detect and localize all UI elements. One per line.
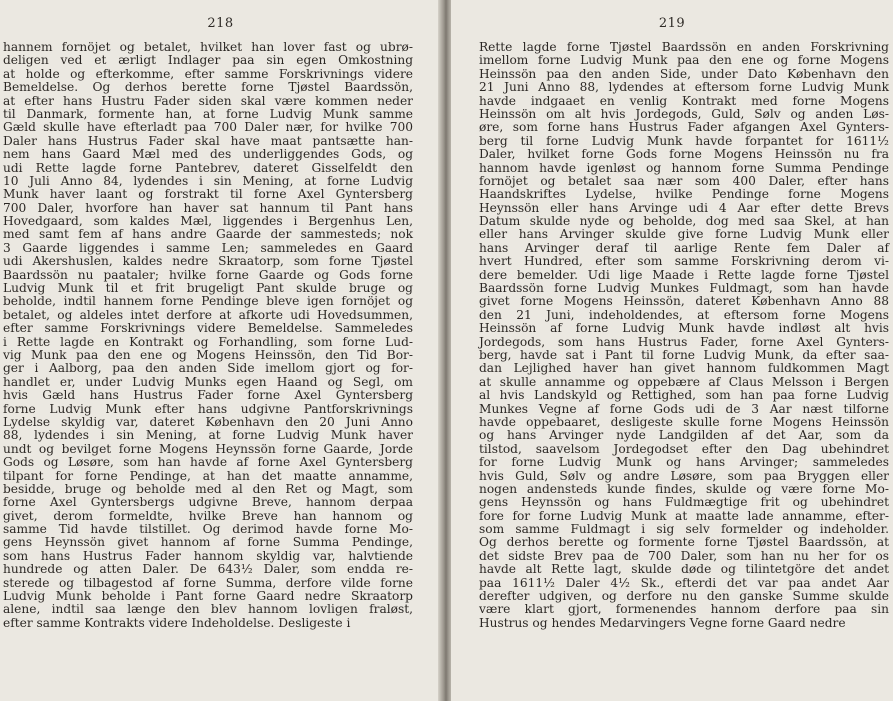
text-line: Jordegods, som hans Hustrus Fader, forne Axel Gynters- (479, 334, 889, 349)
text-line: som hans Hustrus Fader hannom skyldig var, halvtiende (3, 548, 413, 563)
text-line: betalet, og aldeles intet derfore at afkorte udi Hovedsummen, (3, 307, 413, 322)
text-line: havde indgaaet en venlig Kontrakt med forne Mogens (479, 93, 889, 108)
text-line: 3 Gaarde liggendes i samme Len; sammeledes en Gaard (3, 240, 413, 255)
text-line: fornöjet og betalet saa nær som 400 Daler, efter hans (479, 173, 889, 188)
text-line: hannom havde igenløst og hannom forne Summa Pendinge (479, 160, 889, 175)
text-line: Ludvig Munk til et frit brugeligt Pant skulde bruge og (3, 281, 413, 296)
text-line: berg til forne Ludvig Munk havde forpantet for 1611½ (479, 133, 889, 148)
text-line: Bemeldelse. Og derhos berette forne Tjøstel Baardssön, (3, 80, 413, 95)
text-line: gens Heynssön og hans Fuldmægtige frit og ubehindret (479, 495, 889, 510)
text-line: beholde, indtil hannem forne Pendinge bleve igen fornöjet og (3, 294, 413, 309)
text-line: Daler hans Hustrus Fader skal have maat pantsætte han- (3, 133, 413, 148)
text-line: efter samme Forskrivnings videre Bemeldelse. Sammeledes (3, 321, 413, 336)
text-line: forne Ludvig Munk efter hans udgivne Pantforskrivnings (3, 401, 413, 416)
text-line: havde alt Rette lagt, skulde døde og tilintetgöre det andet (479, 562, 889, 577)
page-body-text (3, 41, 413, 630)
text-line: Baardssön nu paataler; hvilke forne Gaarde og Gods forne (3, 267, 413, 282)
text-line: udi Akershuslen, kaldes nedre Skraatorp, som forne Tjøstel (3, 254, 413, 269)
text-line: i Rette lagde en Kontrakt og Forhandling, som forne Lud- (3, 334, 413, 349)
text-line: efter samme Kontrakts videre Indeholdelse. Desligeste i (3, 615, 351, 630)
text-line: Gæld skulle have efterladt paa 700 Daler nær, for hvilke 700 (3, 120, 413, 135)
text-line: samme Tid havde tilstillet. Og derimod havde forne Mo- (3, 522, 413, 537)
text-line: Hovedgaard, som kaldes Mæl, liggendes i Bergenhus Len, (3, 214, 413, 229)
text-line: 21 Juni Anno 88, lydendes at eftersom forne Ludvig Munk (479, 80, 889, 95)
text-line: deligen ved et ærligt Indlager paa sin egen Omkostning (3, 53, 413, 68)
text-line: sterede og tilbagestod af forne Summa, derfore vilde forne (3, 575, 413, 590)
text-line: til Danmark, formente han, at forne Ludvig Munk samme (3, 106, 413, 121)
text-line: besidde, bruge og beholde med al den Ret og Magt, som (3, 481, 413, 496)
text-line: Munk haver laant og forstrakt til forne Axel Gyntersberg (3, 187, 413, 202)
text-line: dere bemelder. Udi lige Maade i Rette lagde forne Tjøstel (479, 267, 889, 282)
text-line: Haandskriftes Lydelse, hvilke Pendinge forne Mogens (479, 187, 889, 202)
text-line: og hans Arvinger nyde Landgilden af det Aar, som da (479, 428, 889, 443)
text-line: paa 1611½ Daler 4½ Sk., efterdi det var paa andet Aar (479, 575, 889, 590)
text-line: derefter udgiven, og derfore nu den ganske Summe skulde (479, 589, 889, 604)
text-line: at efter hans Hustru Fader siden skal være kommen neder (3, 93, 413, 108)
text-line: alene, indtil saa længe den blev hannom lovligen fraløst, (3, 602, 413, 617)
text-line: Heinssön om alt hvis Jordegods, Guld, Sølv og anden Løs- (479, 106, 889, 121)
text-line: Og derhos berette og formente forne Tjøstel Baardssön, at (479, 535, 889, 550)
text-line: hvert Hundred, efter som samme Forskrivning derom vi- (479, 254, 889, 269)
text-line: at holde og efterkomme, efter samme Forskrivnings videre (3, 66, 413, 81)
text-line: at skulle annamme og oppebære af Claus Melsson i Bergen (479, 374, 889, 389)
text-line: berg, havde sat i Pant til forne Ludvig Munk, da efter saa- (479, 347, 889, 362)
text-line: fore for forne Ludvig Munk at maatte lade annamme, efter- (479, 508, 889, 523)
text-line: ger i Aalborg, paa den anden Side imellom gjort og for- (3, 361, 413, 376)
text-line: 700 Daler, hvorfore han haver sat hannum til Pant hans (3, 200, 413, 215)
text-line: Heynssön eller hans Arvinge udi 4 Aar efter dette Brevs (479, 200, 889, 215)
page-number: 218 (207, 16, 234, 31)
text-line: udi Rette lagde forne Pantebrev, dateret Gisselfeldt den (3, 160, 413, 175)
text-line: havde oppebaaret, desligeste skulle forne Mogens Heinssön (479, 414, 889, 429)
text-line: hundrede og atten Daler. De 643½ Daler, som endda re- (3, 562, 413, 577)
text-line: være klart gjort, formenendes hannom derfore paa sin (479, 602, 889, 617)
text-line: Daler, hvilket forne Gods forne Mogens Heinssön nu fra (479, 147, 889, 162)
text-line: Munkes Vegne af forne Gods udi de 3 Aar næst tilforne (479, 401, 889, 416)
text-line: al hvis Landskyld og Rettighed, som han paa forne Ludvig (479, 388, 889, 403)
text-line: undt og bevilget forne Mogens Heynssön forne Gaarde, Jorde (3, 441, 413, 456)
text-line: Gods og Løsøre, som han havde af forne Axel Gyntersberg (3, 455, 413, 470)
text-line: gens Heynssön givet hannom af forne Summa Pendinge, (3, 535, 413, 550)
text-line: tilpant for forne Pendinge, at han det maatte annamme, (3, 468, 413, 483)
text-line: for forne Ludvig Munk og hans Arvinger; sammeledes (479, 455, 889, 470)
left-page (0, 0, 441, 701)
text-line: Hustrus og hendes Medarvingers Vegne forne Gaard nedre (479, 615, 846, 630)
text-line: Heinssön paa den anden Side, under Dato København den (479, 66, 889, 81)
text-line: givet forne Mogens Heinssön, dateret København Anno 88 (479, 294, 889, 309)
text-line: handlet er, under Ludvig Munks egen Haand og Segl, om (3, 374, 413, 389)
text-line: med samt fem af hans andre Gaarde der sammesteds; nok (3, 227, 413, 242)
text-line: imellom forne Ludvig Munk paa den ene og forne Mogens (479, 53, 889, 68)
text-line: nem hans Gaard Mæl med des underliggendes Gods, og (3, 147, 413, 162)
text-line: som samme Fuldmagt i sig selv formelder og indeholder. (479, 522, 889, 537)
text-line: dan Lejlighed haver han givet hannom fuldkommen Magt (479, 361, 889, 376)
text-line: Lydelse skyldig var, dateret København den 20 Juni Anno (3, 414, 413, 429)
text-line: nogen andensteds kunde findes, skulde og være forne Mo- (479, 481, 889, 496)
text-line: Ludvig Munk beholde i Pant forne Gaard nedre Skraatorp (3, 589, 413, 604)
text-line: vig Munk paa den ene og Mogens Heinssön, den Tid Bor- (3, 347, 413, 362)
text-line: Rette lagde forne Tjøstel Baardssön en anden Forskrivning (479, 40, 889, 54)
text-line: givet, derom formeldte, hvilke Breve han hannom og (3, 508, 413, 523)
text-line: Baardssön forne Ludvig Munkes Fuldmagt, som han havde (479, 281, 889, 296)
page-body-text (479, 41, 889, 630)
text-line: Datum skulde nyde og beholde, dog med saa Skel, at han (479, 214, 889, 229)
text-line: den 21 Juni, indeholdendes, at eftersom forne Mogens (479, 307, 889, 322)
text-line: hvis Gæld hans Hustrus Fader forne Axel Gyntersberg (3, 388, 413, 403)
right-page (451, 0, 893, 701)
text-line: hans Arvinger deraf til aarlige Rente fem Daler af (479, 240, 889, 255)
text-line: eller hans Arvinger skulde give forne Ludvig Munk eller (479, 227, 889, 242)
text-line: det sidste Brev paa de 700 Daler, som han nu her for os (479, 548, 889, 563)
text-line: forne Axel Gyntersbergs udgivne Breve, hannom derpaa (3, 495, 413, 510)
text-line: 88, lydendes i sin Mening, at forne Ludvig Munk haver (3, 428, 413, 443)
text-line: hvis Guld, Sølv og andre Løsøre, som paa Bryggen eller (479, 468, 889, 483)
text-line: 10 Juli Anno 84, lydendes i sin Mening, at forne Ludvig (3, 173, 413, 188)
text-line: tilstod, saavelsom Jordegodset efter den Dag ubehindret (479, 441, 889, 456)
text-line: Heinssön af forne Ludvig Munk havde indløst alt hvis (479, 321, 889, 336)
page-number: 219 (658, 16, 686, 31)
text-line: hannem fornöjet og betalet, hvilket han lover fast og ubrø- (3, 40, 413, 54)
text-line: øre, som forne hans Hustrus Fader afgangen Axel Gynters- (479, 120, 889, 135)
